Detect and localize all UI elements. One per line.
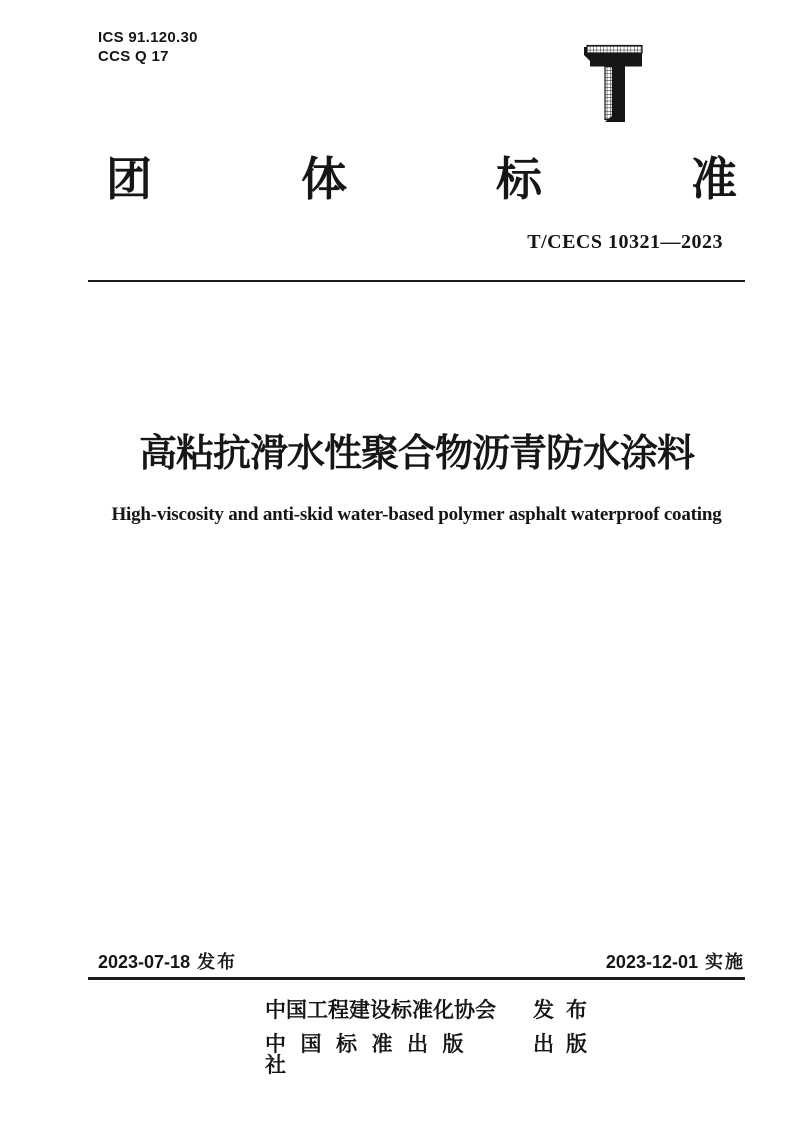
ics-code: ICS 91.120.30	[98, 29, 198, 46]
implement-date-cell	[606, 948, 745, 974]
header-divider	[88, 280, 745, 282]
publisher-action: 发布	[533, 999, 599, 1022]
document-title-en: High-viscosity and anti-skid water-based polymer asphalt waterproof coating	[111, 504, 722, 525]
implement-date: 2023-12-01	[605, 952, 698, 972]
standard-type-title	[106, 153, 737, 205]
publisher-row	[265, 1034, 599, 1076]
issue-label: 发布	[197, 952, 238, 972]
t-logo-icon	[583, 43, 644, 124]
publisher-name: 中国工程建设标准化协会	[265, 999, 496, 1022]
issue-date-cell	[98, 948, 237, 974]
classification-codes	[98, 29, 198, 66]
standard-number: T/CECS 10321—2023	[527, 231, 723, 253]
t-logo-svg	[583, 43, 644, 124]
document-title-zh: 高粘抗滑水性聚合物沥青防水涂料	[138, 433, 694, 475]
publisher-name: 中国标准出版社	[265, 1033, 478, 1077]
publishers-block	[265, 1000, 599, 1089]
footer-divider	[88, 977, 745, 980]
issue-date: 2023-07-18	[98, 952, 191, 972]
date-row	[88, 948, 745, 974]
standard-type-char: 体	[301, 153, 347, 205]
publisher-action: 出版	[533, 1033, 599, 1056]
standard-type-char: 准	[691, 153, 737, 205]
standard-type-char: 团	[106, 153, 152, 205]
ccs-code: CCS Q 17	[98, 47, 169, 65]
standard-type-char: 标	[496, 153, 542, 205]
implement-label: 实施	[705, 952, 745, 972]
publisher-row	[265, 1000, 599, 1021]
